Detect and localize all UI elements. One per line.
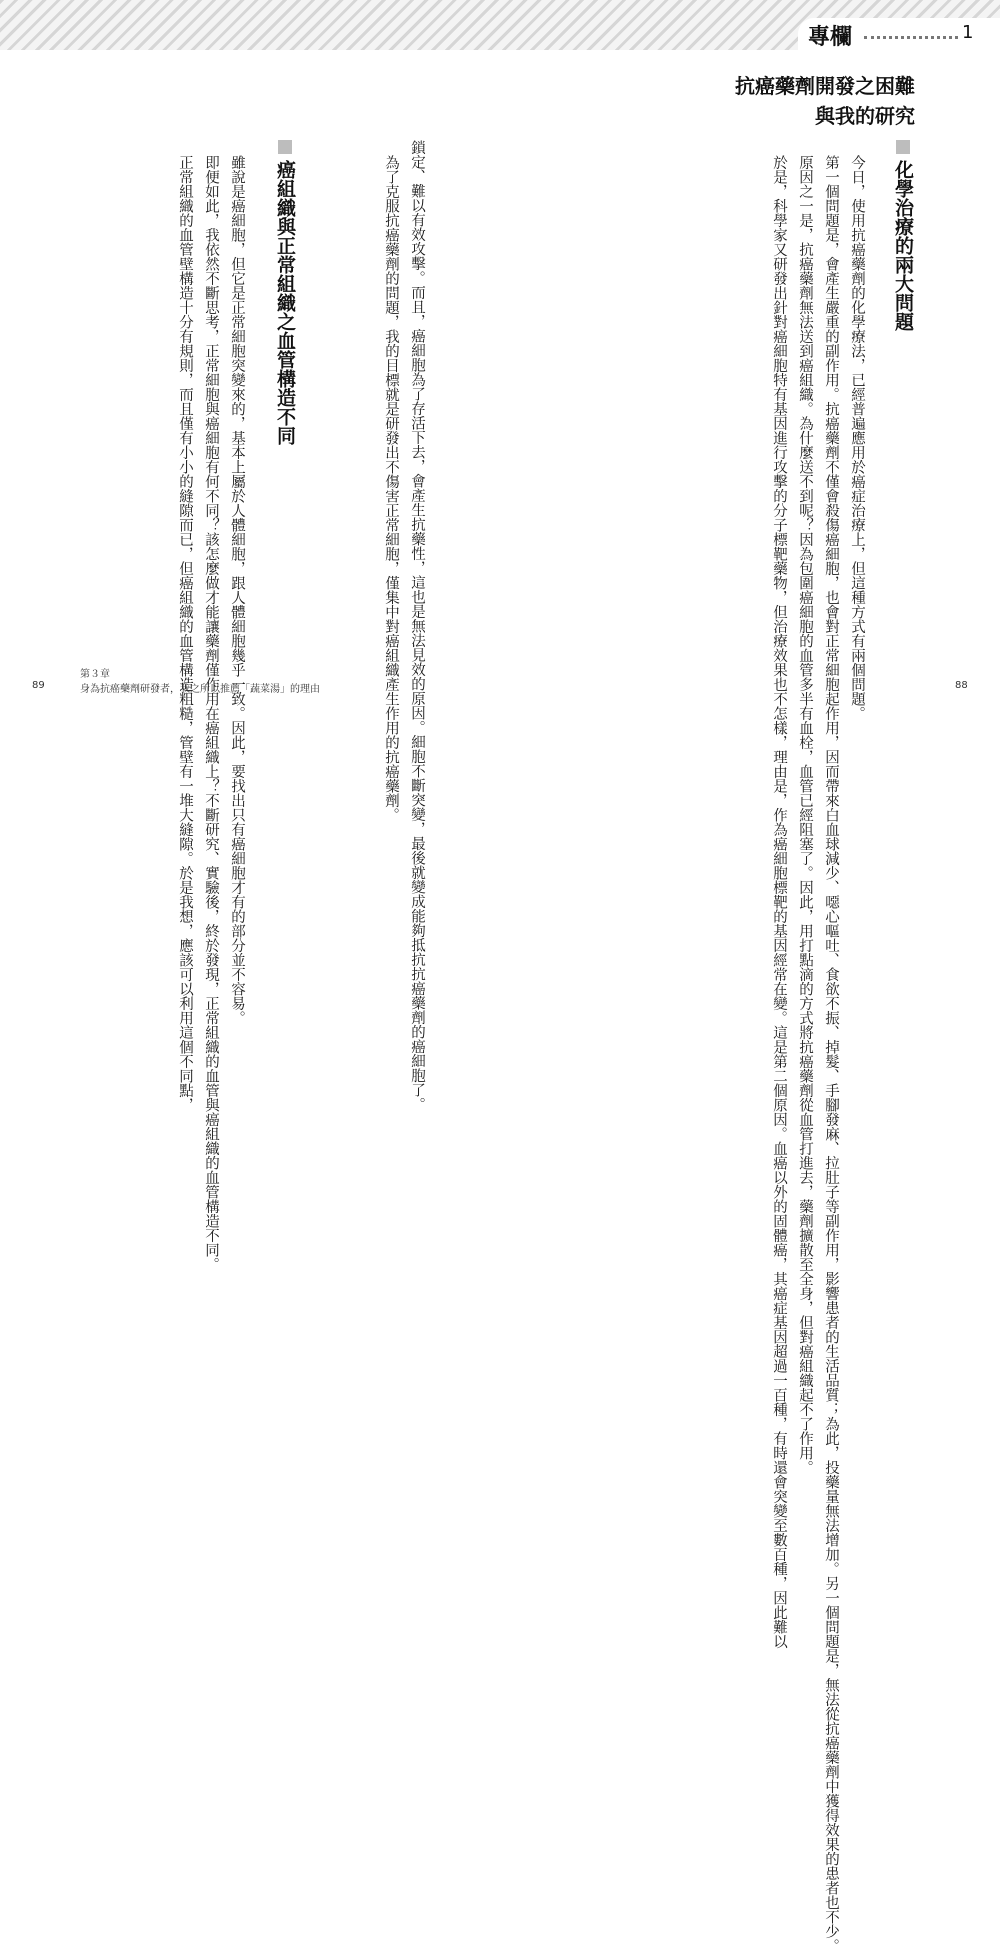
paragraph: 即便如此，我依然不斷思考，正常細胞與癌細胞有何不同？該怎麼做才能讓藥劑僅作用在癌組織上？不斷研究、實驗後，終於發現，正常組織的血管與癌組織的血管構造不同。 [203, 154, 219, 1271]
column-dotted-leader [864, 36, 958, 39]
article-title-line2: 與我的研究 [815, 104, 915, 128]
section-square-icon [278, 140, 292, 154]
section-title: 化學治療的兩大問題 [892, 160, 914, 331]
section-heading-chemotherapy [890, 140, 917, 600]
paragraph: 正常組織的血管壁構造十分有規則，而且僅有小小的縫隙而已，但癌組織的血管構造粗糙，管壁有一堆大縫隙。於是我想，應該可以利用這個不同點， [177, 154, 193, 1112]
paragraph: 於是，科學家又研發出針對癌細胞特有基因進行攻擊的分子標靶藥物，但治療效果也不怎樣，理由是，作為癌細胞標靶的基因經常在變。這是第二個原因。血癌以外的固體癌，其癌症基因超過一百種，有時還會突變至數百種，因此難以 [771, 154, 787, 1648]
footer-book-title: 身為抗癌藥劑研發者，我之所以推薦「蔬菜湯」的理由 [80, 684, 320, 695]
section-heading-vessels [272, 140, 299, 630]
paragraph: 為了克服抗癌藥劑的問題，我的目標就是研發出不傷害正常細胞，僅集中對癌組織產生作用的抗癌藥劑。 [383, 154, 399, 822]
paragraph: 原因之一是，抗癌藥劑無法送到癌組織。為什麼送不到呢？因為包圍癌細胞的血管多半有血栓，血管已經阻塞了。因此，用打點滴的方式將抗癌藥劑從血管打進去，藥劑擴散至全身，但對癌組織起不了作用。 [797, 154, 813, 1474]
page-number-left: 89 [32, 680, 45, 691]
footer-chapter: 第３章 [80, 669, 110, 680]
paragraph: 今日，使用抗癌藥劑的化學療法，已經普遍應用於癌症治療上，但這種方式有兩個問題。 [849, 154, 865, 720]
column-label: 專欄 [808, 25, 853, 50]
paragraph: 第一個問題是，會產生嚴重的副作用。抗癌藥劑不僅會殺傷癌細胞，也會對正常細胞起作用，因而帶來白血球減少、噁心嘔吐、食欲不振、掉髮、手腳發麻、拉肚子等副作用，影響患者的生活品質；為此，投藥量無法增加。另一個問題是，無法從抗癌藥劑中獲得效果的患者也不少。 [823, 154, 839, 1953]
section-title: 癌組織與正常組織之血管構造不同 [274, 160, 296, 445]
right-page-body [570, 140, 870, 1953]
section-square-icon [896, 140, 910, 154]
page-number-right: 88 [955, 680, 968, 691]
article-title-line1: 抗癌藥劑開發之困難 [735, 74, 915, 98]
paragraph: 鎖定、難以有效攻擊。而且，癌細胞為了存活下去，會產生抗藥性，這也是無法見效的原因。細胞不斷突變，最後就變成能夠抵抗抗癌藥劑的癌細胞了。 [409, 140, 425, 1112]
left-page-body-top [320, 140, 430, 1112]
paragraph: 雖說是癌細胞，但它是正常細胞突變來的，基本上屬於人體細胞，跟人體細胞幾乎一致。因此，要找出只有癌細胞才有的部分並不容易。 [229, 154, 245, 1025]
column-number: 1 [962, 22, 974, 43]
